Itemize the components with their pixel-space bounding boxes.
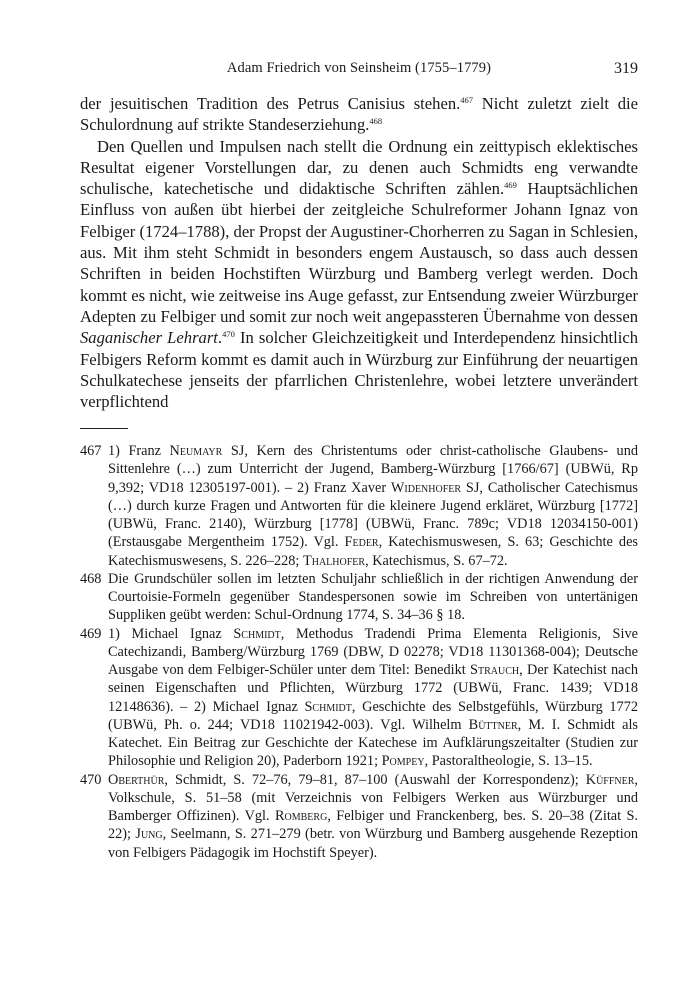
footnote-ref-468[interactable]: 468 <box>369 116 383 127</box>
paragraph-2: Den Quellen und Impulsen nach stellt die Ordnung ein zeittypisch eklektisches Resultat eigener Vorstellungen dar, zu denen auch Schmidts eng verwandte schulische, katechetische und didaktische Schriften zählen.$^{469}$ Hauptsächlichen Einfluss von außen übt hierbei der zeitgleiche Schulreformer Johann Ignaz von Felbiger (1724–1788), der Propst der Augustiner-Chorherren zu Sagan in Schlesien, aus. Mit ihm steht Schmidt in besonders engem Austausch, so dass auch dessen Schriften in beiden Hochstiften Würzburg und Bamberg verlegt werden. Doch kommt es nicht, wie zeitweise ins Auge gefasst, zur Entsendung zweier Würzburger Adepten zu Felbiger und somit zur noch weit angepassteren Übernahme von dessen Saganischer Lehrart.$^{470}$ In solcher Gleichzeitigkeit und Interdependenz hinsichtlich Felbigers Reform kommt es damit auch in Würzburg zur Einführung der neuartigen Schulkatechese jenseits der pfarrlichen Christenlehre, wobei letztere unverändert verpflichtend <box>80 136 638 412</box>
footnote-ref-467[interactable]: 467 <box>460 95 474 105</box>
main-text <box>80 93 638 412</box>
page-header <box>80 60 638 82</box>
footnote-divider <box>80 428 128 429</box>
footnote-text: Oberthür, Schmidt, S. 72–76, 79–81, 87–100 (Auswahl der Korrespondenz); Küffner, Volkschule, S. 51–58 (mit Verzeichnis von Felbigers Werken aus Würzburger und Bamberger Offizinen). Vgl. Romberg, Felbiger und Franckenberg, bes. S. 20–38 (Zitat S. 22); Jung, Seelmann, S. 271–279 (betr. von Würzburg und Bamberg ausgehende Rezeption von Felbigers Pädagogik im Hochstift Speyer). <box>108 771 639 861</box>
page-number: 319 <box>614 60 638 77</box>
footnotes <box>80 442 638 862</box>
footnote-469 <box>80 625 638 771</box>
footnote-ref-470[interactable]: 470 <box>222 329 235 340</box>
footnote-number: 468 <box>80 570 102 587</box>
footnote-number: 467 <box>80 443 102 459</box>
running-head: Adam Friedrich von Seinsheim (1755–1779) <box>226 60 492 76</box>
footnote-ref-469[interactable]: 469 <box>504 180 517 191</box>
footnote-text: 1) Franz Neumayr SJ, Kern des Christentums oder christ-catholische Glaubens- und Sittenlehre (…) zum Unterricht der Jugend, Bamberg-Würzburg [1766/67] (UBWü, Rp 9,392; VD18 12305197-001). – 2) Franz Xaver Widenhofer SJ, Catholischer Catechismus (…) durch kurze Fragen und Antworten für die kleinere Jugend erkläret, Würzburg [1772] (UBWü, Franc. 2140), Würzburg [1778] (UBWü, Franc. 789c; VD18 12034150-001) (Erstausgabe Mergentheim 1752). Vgl. Feder, Katechismuswesen, S. 63; Geschichte des Katechismuswesens, S. 226–228; Thalhofer, Katechismus, S. 67–72. <box>108 443 638 569</box>
paragraph-1: der jesuitischen Tradition des Petrus Canisius stehen.$^{467}$ Nicht zuletzt zielt die Schulordnung auf strikte Standeserziehung.$^{468}$ <box>80 94 638 135</box>
footnote-number: 469 <box>80 625 102 642</box>
footnote-468 <box>80 570 638 625</box>
footnote-470 <box>80 771 638 862</box>
footnote-text: 1) Michael Ignaz Schmidt, Methodus Tradendi Prima Elementa Religionis, Sive Catechizandi, Bamberg/Würzburg 1769 (DBW, D 02278; VD18 11301368-004); Deutsche Ausgabe von dem Felbiger-Schüler unter dem Titel: Benedikt Strauch, Der Katechist nach seinen Eigenschaften und Pflichten, Würzburg 1772 (UBWü, Franc. 1439; VD18 12148636). – 2) Michael Ignaz Schmidt, Geschichte des Selbstgefühls, Würzburg 1772 (UBWü, Ph. o. 244; VD18 11021942-003). Vgl. Wilhelm Büttner, M. I. Schmidt als Katechet. Ein Beitrag zur Geschichte der Katechese im Aufklärungszeitalter (Studien zur Philosophie und Religion 20), Paderborn 1921; Pompey, Pastoraltheologie, S. 13–15. <box>108 625 638 770</box>
footnote-text: Die Grundschüler sollen im letzten Schuljahr schließlich in der richtigen Anwendung der Courtoisie-Formeln gegenüber Standespersonen sowie im Schreiben von untertänigen Suppliken geübt werden: Schul-Ordnung 1774, S. 34–36 § 18. <box>108 570 638 624</box>
footnote-467 <box>80 442 638 570</box>
footnote-number: 470 <box>80 771 102 788</box>
book-title: Saganischer Lehrart <box>80 328 218 348</box>
